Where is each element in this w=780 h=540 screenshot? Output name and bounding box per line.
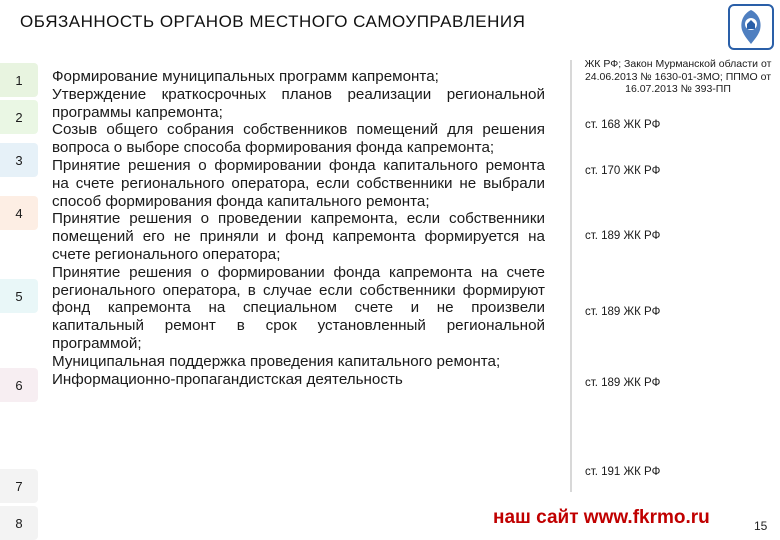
reference-2: ст. 170 ЖК РФ bbox=[585, 165, 661, 177]
duty-item-4: Принятие решения о формировании фонда капитального ремонта на счете регионального оператора, если собственники не выбрали способ формирования фонда капитального ремонта; bbox=[52, 156, 545, 210]
website-link[interactable]: наш сайт www.fkrmo.ru bbox=[493, 507, 710, 528]
page-number: 15 bbox=[754, 519, 768, 533]
duty-item-2: Утверждение краткосрочных планов реализации региональной программы капремонта; bbox=[52, 85, 545, 121]
reference-1: ст. 168 ЖК РФ bbox=[585, 119, 661, 131]
item-number-7: 7 bbox=[0, 469, 38, 503]
duties-list bbox=[52, 68, 545, 388]
fund-emblem-icon bbox=[728, 4, 774, 50]
column-divider bbox=[570, 60, 572, 492]
reference-4: ст. 189 ЖК РФ bbox=[585, 306, 661, 318]
item-number-4: 4 bbox=[0, 196, 38, 230]
duty-item-5: Принятие решения о проведении капремонта, если собственники помещений его не приняли и фонд капремонта формируется на счете регионального оператора; bbox=[52, 210, 545, 263]
item-number-8: 8 bbox=[0, 506, 38, 540]
duty-item-8: Информационно-пропагандистская деятельность bbox=[52, 370, 403, 388]
duty-item-6: Принятие решения о формировании фонда капремонта на счете регионального оператора, в случае если собственники формируют фонд капремонта на специальном счете и не произвели капитальный ремонт в срок установленный региональной программой; bbox=[52, 263, 545, 352]
duty-item-7: Муниципальная поддержка проведения капитального ремонта; bbox=[52, 352, 501, 370]
item-number-5: 5 bbox=[0, 279, 38, 313]
law-reference: ЖК РФ; Закон Мурманской области от 24.06.2013 № 1630-01-ЗМО; ППМО от 16.07.2013 № 393-ПП bbox=[584, 58, 772, 95]
item-number-2: 2 bbox=[0, 100, 38, 134]
item-number-1: 1 bbox=[0, 63, 38, 97]
page-title: ОБЯЗАННОСТЬ ОРГАНОВ МЕСТНОГО САМОУПРАВЛЕНИЯ bbox=[20, 12, 526, 31]
reference-6: ст. 191 ЖК РФ bbox=[585, 466, 661, 478]
reference-3: ст. 189 ЖК РФ bbox=[585, 230, 661, 242]
reference-5: ст. 189 ЖК РФ bbox=[585, 377, 661, 389]
duty-item-3: Созыв общего собрания собственников помещений для решения вопроса о выборе способа формирования фонда капремонта; bbox=[52, 121, 545, 157]
item-number-3: 3 bbox=[0, 143, 38, 177]
duty-item-1: Формирование муниципальных программ капремонта; bbox=[52, 68, 439, 85]
item-number-6: 6 bbox=[0, 368, 38, 402]
